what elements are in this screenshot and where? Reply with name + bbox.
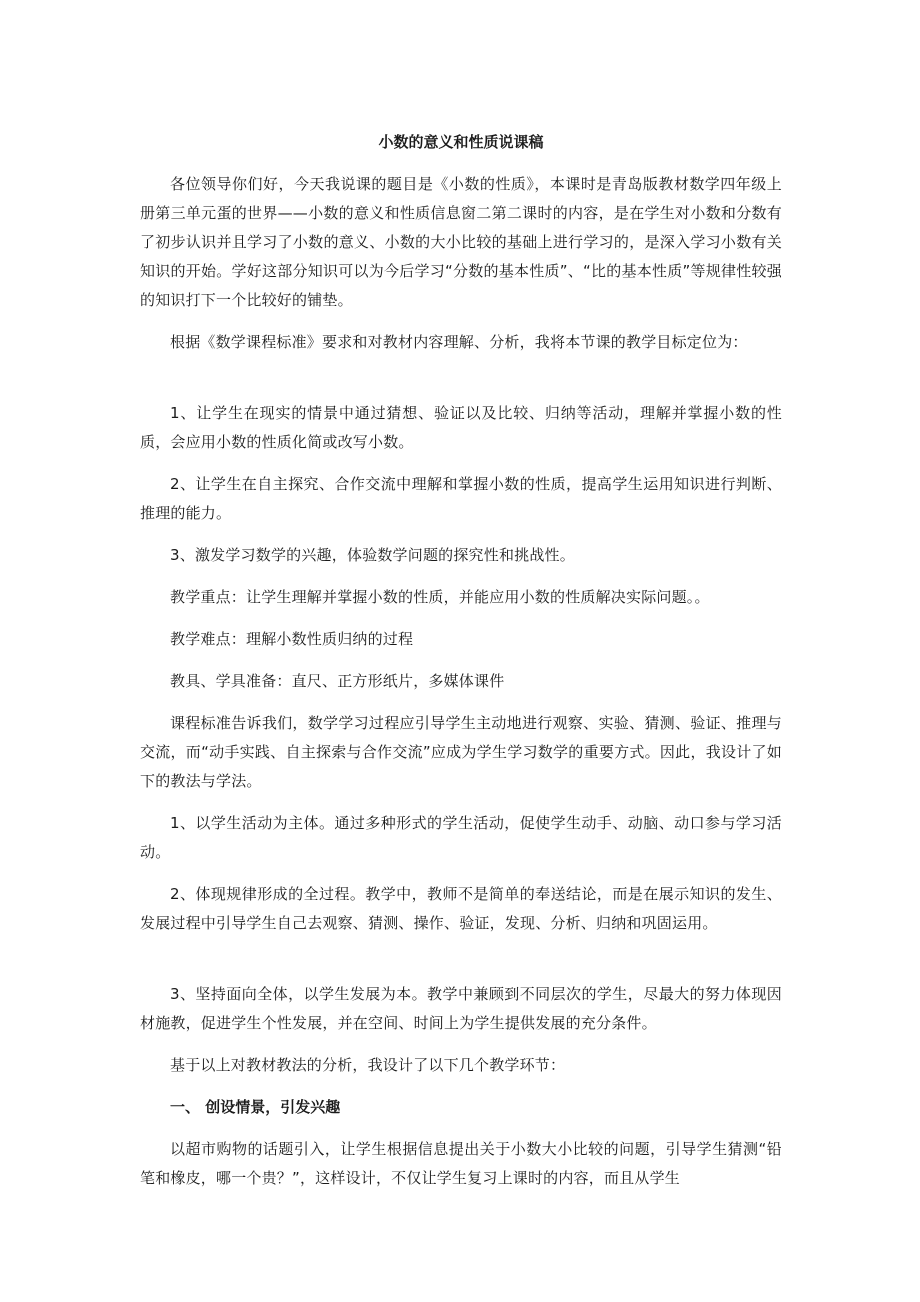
document-body — [140, 130, 782, 1206]
section-heading: 一、 创设情景，引发兴趣 — [170, 1098, 341, 1116]
paragraph-materials: 教具、学具准备：直尺、正方形纸片，多媒体课件 — [170, 672, 505, 690]
paragraph-goal-3: 3、激发学习数学的兴趣，体验数学问题的探究性和挑战性。 — [170, 546, 575, 564]
paragraph-steps-intro: 基于以上对教材教法的分析，我设计了以下几个教学环节： — [170, 1056, 566, 1074]
paragraph-curriculum: 课程标准告诉我们，数学学习过程应引导学生主动地进行观察、实验、猜测、验证、推理与交流，而“动手实践、自主探索与合作交流”应成为学生学习数学的重要方式。因此，我设计了如下的教法与学法。 — [140, 714, 782, 790]
paragraph-goal-2: 2、让学生在自主探究、合作交流中理解和掌握小数的性质，提高学生运用知识进行判断、推理的能力。 — [140, 475, 782, 522]
paragraph-difficulty: 教学难点：理解小数性质归纳的过程 — [170, 630, 414, 648]
paragraph-goal-1: 1、让学生在现实的情景中通过猜想、验证以及比较、归纳等活动，理解并掌握小数的性质，会应用小数的性质化简或改写小数。 — [140, 404, 782, 451]
paragraph-section-1: 以超市购物的话题引入，让学生根据信息提出关于小数大小比较的问题，引导学生猜测“铅笔和橡皮，哪一个贵？”，这样设计，不仅让学生复习上课时的内容，而且从学生 — [140, 1140, 782, 1187]
paragraph-intro: 各位领导你们好，今天我说课的题目是《小数的性质》，本课时是青岛版教材数学四年级上册第三单元蛋的世界——小数的意义和性质信息窗二第二课时的内容，是在学生对小数和分数有了初步认识并且学习了小数的意义、小数的大小比较的基础上进行学习的，是深入学习小数有关知识的开始。学好这部分知识可以为今后学习“分数的基本性质”、“比的基本性质”等规律性较强的知识打下一个比较好的铺垫。 — [140, 175, 782, 309]
paragraph-method-1: 1、以学生活动为主体。通过多种形式的学生活动，促使学生动手、动脑、动口参与学习活动。 — [140, 814, 782, 861]
paragraph-key-point: 教学重点：让学生理解并掌握小数的性质，并能应用小数的性质解决实际问题。。 — [170, 588, 710, 606]
paragraph-method-2: 2、体现规律形成的全过程。教学中，教师不是简单的奉送结论，而是在展示知识的发生、发展过程中引导学生自己去观察、猜测、操作、验证，发现、分析、归纳和巩固运用。 — [140, 885, 782, 932]
paragraph-method-3: 3、坚持面向全体，以学生发展为本。教学中兼顾到不同层次的学生，尽最大的努力体现因材施教，促进学生个性发展，并在空间、时间上为学生提供发展的充分条件。 — [140, 985, 782, 1032]
document-title: 小数的意义和性质说课稿 — [378, 133, 544, 151]
paragraph-goals-intro: 根据《数学课程标准》要求和对教材内容理解、分析，我将本节课的教学目标定位为： — [170, 333, 748, 351]
